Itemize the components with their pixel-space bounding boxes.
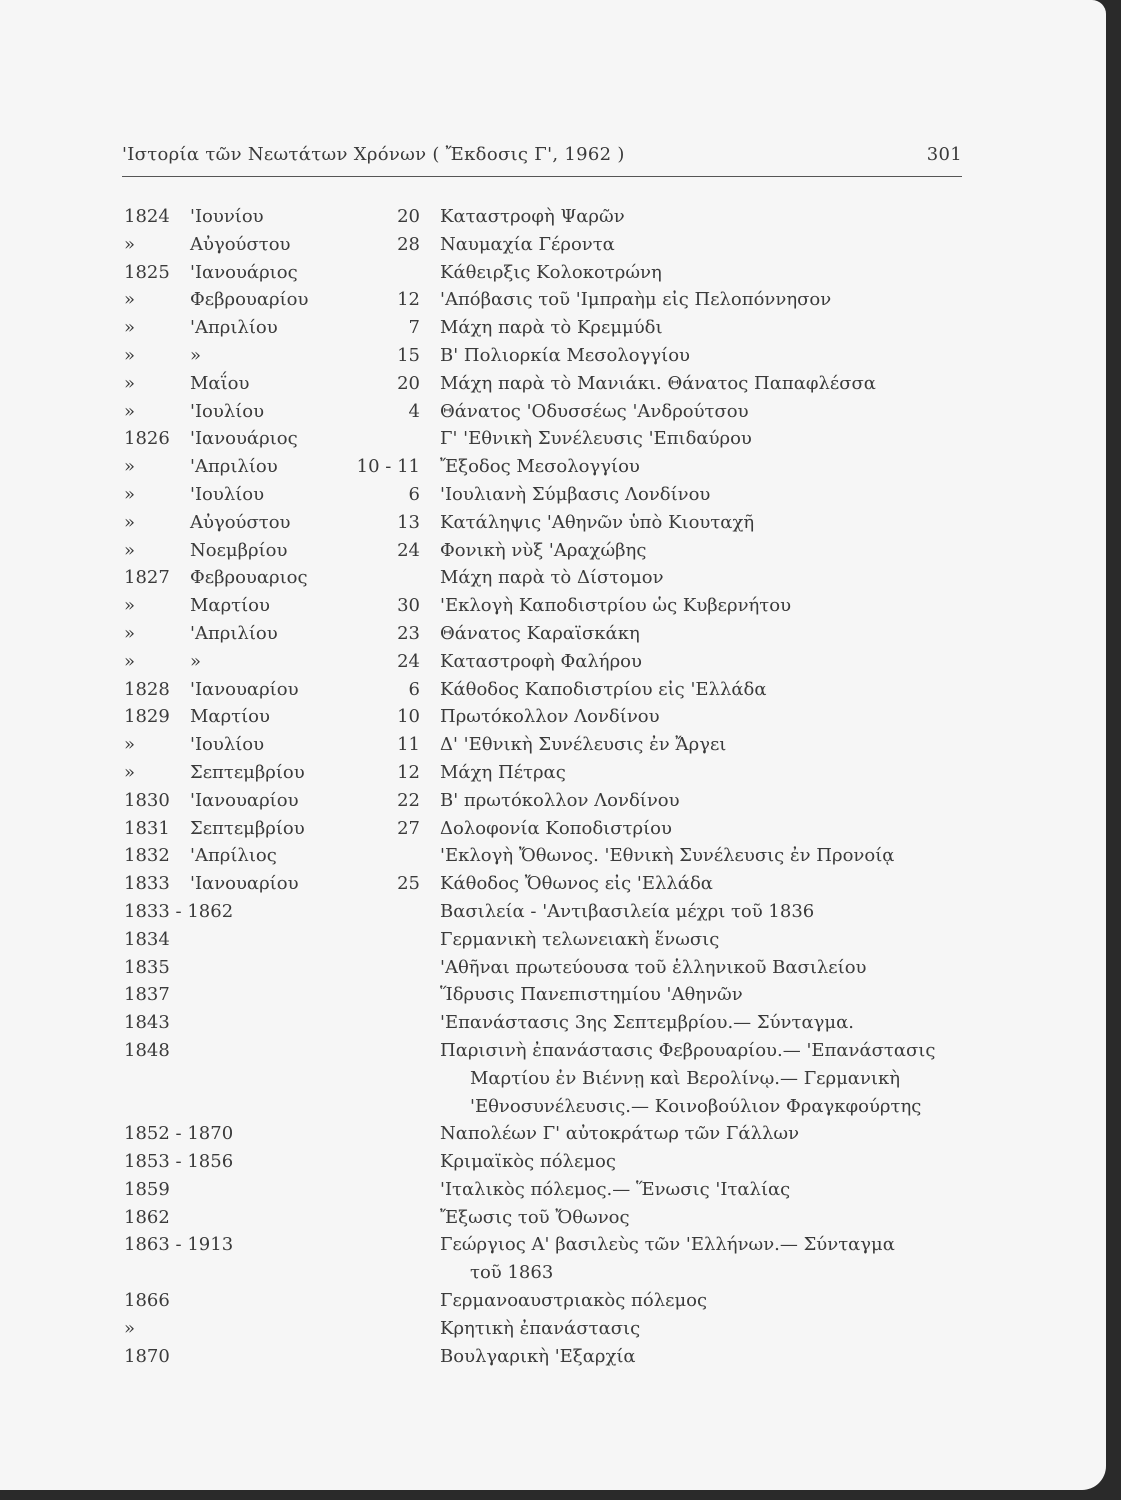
table-row: [0, 373, 1106, 401]
event-cell: Γ' 'Εθνικὴ Συνέλευσις 'Επιδαύρου: [440, 428, 752, 450]
page-number: 301: [926, 144, 962, 165]
event-cell: Βουλγαρικὴ 'Εξαρχία: [440, 1345, 636, 1367]
month-cell: 'Ιουλίου: [190, 400, 265, 422]
year-cell: 1852 - 1870: [124, 1123, 234, 1145]
month-cell: 'Απριλίου: [190, 456, 278, 478]
month-cell: 'Ιουλίου: [190, 734, 265, 756]
event-cell: Γεώργιος Α' βασιλεὺς τῶν 'Ελλήνων.— Σύνταγμα: [440, 1234, 895, 1256]
event-cell: Κατάληψις 'Αθηνῶν ὑπὸ Κιουταχῆ: [440, 511, 755, 533]
year-cell: »: [124, 289, 136, 311]
table-row: [0, 901, 1106, 929]
table-row: [0, 623, 1106, 651]
event-cell: Πρωτόκολλον Λονδίνου: [440, 706, 660, 728]
event-cell: Παρισινὴ ἐπανάστασις Φεβρουαρίου.— 'Επανάστασις: [440, 1039, 936, 1061]
table-row: [0, 1179, 1106, 1207]
day-cell: 20: [397, 206, 420, 227]
table-row: [0, 762, 1106, 790]
event-cell: Μάχη παρὰ τὸ Δίστομον: [440, 567, 664, 589]
table-row: [0, 1040, 1106, 1068]
table-row: [0, 1318, 1106, 1346]
event-cell: Δ' 'Εθνικὴ Συνέλευσις ἐν Ἄργει: [440, 734, 727, 756]
table-row: [0, 1207, 1106, 1235]
table-row: [0, 512, 1106, 540]
table-row: [0, 1151, 1106, 1179]
month-cell: Μαρτίου: [190, 595, 270, 617]
day-cell: 7: [408, 317, 420, 339]
day-cell: 13: [397, 511, 420, 533]
event-cell: Μάχη παρὰ τὸ Μανιάκι. Θάνατος Παπαφλέσσα: [440, 372, 876, 394]
table-row: [0, 317, 1106, 345]
day-cell: 11: [397, 734, 420, 756]
year-cell: 1827: [124, 567, 170, 589]
year-cell: »: [124, 761, 136, 783]
day-cell: 20: [397, 372, 420, 394]
year-cell: »: [124, 539, 136, 561]
event-cell: 'Εκλογὴ Ὄθωνος. 'Εθνικὴ Συνέλευσις ἐν Προνοίᾳ: [440, 845, 895, 867]
event-continuation: 'Εθνοσυνέλευσις.— Κοινοβούλιον Φραγκφούρτης: [470, 1095, 922, 1117]
year-cell: »: [124, 511, 136, 533]
year-cell: 1848: [124, 1039, 170, 1061]
month-cell: 'Ιανουαρίου: [190, 789, 299, 811]
event-cell: Βασιλεία - 'Αντιβασιλεία μέχρι τοῦ 1836: [440, 900, 815, 922]
month-cell: 'Ιουλίου: [190, 483, 265, 505]
year-cell: 1837: [124, 984, 170, 1006]
month-cell: 'Ιουνίου: [190, 206, 264, 227]
event-cell: Μάχη παρὰ τὸ Κρεμμύδι: [440, 317, 663, 339]
day-cell: 22: [397, 789, 420, 811]
table-row: [0, 567, 1106, 595]
month-cell: Φεβρουαριος: [190, 567, 308, 589]
event-cell: Γερμανοαυστριακὸς πόλεμος: [440, 1290, 708, 1312]
year-cell: 1863 - 1913: [124, 1234, 234, 1256]
month-cell: 'Ιανουάριος: [190, 428, 298, 450]
event-cell: Ναπολέων Γ' αὐτοκράτωρ τῶν Γάλλων: [440, 1123, 800, 1145]
month-cell: 'Ιανουαρίου: [190, 873, 299, 895]
month-cell: »: [190, 650, 202, 672]
table-row: [0, 428, 1106, 456]
table-row: [0, 1346, 1106, 1374]
event-cell: Γερμανικὴ τελωνειακὴ ἕνωσις: [440, 928, 720, 950]
table-row: [0, 873, 1106, 901]
event-cell: 'Απόβασις τοῦ 'Ιμπραὴμ εἰς Πελοπόννησον: [440, 289, 832, 311]
year-cell: 1843: [124, 1012, 170, 1034]
event-cell: 'Ιταλικὸς πόλεμος.— Ἕνωσις 'Ιταλίας: [440, 1178, 791, 1200]
table-row: [0, 595, 1106, 623]
month-cell: Αὐγούστου: [190, 511, 291, 533]
day-cell: 10 - 11: [356, 456, 420, 478]
day-cell: 24: [397, 539, 420, 561]
event-cell: Κάθειρξις Κολοκοτρώνη: [440, 261, 662, 283]
month-cell: Νοεμβρίου: [190, 539, 288, 561]
year-cell: 1835: [124, 956, 170, 978]
table-row: [0, 484, 1106, 512]
event-cell: Καταστροφὴ Ψαρῶν: [440, 206, 625, 227]
table-row: [0, 984, 1106, 1012]
year-cell: 1833 - 1862: [124, 900, 234, 922]
month-cell: Μαΐου: [190, 372, 250, 394]
event-cell: Ἔξωσις τοῦ Ὄθωνος: [440, 1206, 630, 1228]
header-rule: [122, 176, 962, 177]
day-cell: 10: [397, 706, 420, 728]
year-cell: 1870: [124, 1345, 170, 1367]
event-cell: Θάνατος Καραϊσκάκη: [440, 622, 640, 644]
year-cell: »: [124, 372, 136, 394]
table-row: [0, 818, 1106, 846]
event-cell: Β' Πολιορκία Μεσολογγίου: [440, 344, 690, 366]
table-row: [0, 1290, 1106, 1318]
year-cell: 1832: [124, 845, 170, 867]
day-cell: 4: [408, 400, 420, 422]
table-row: [0, 679, 1106, 707]
day-cell: 12: [397, 289, 420, 311]
table-row: [0, 651, 1106, 679]
day-cell: 6: [408, 678, 420, 700]
table-row: [0, 734, 1106, 762]
year-cell: »: [124, 595, 136, 617]
year-cell: 1828: [124, 678, 170, 700]
year-cell: »: [124, 622, 136, 644]
event-continuation: Μαρτίου ἐν Βιέννῃ καὶ Βερολίνῳ.— Γερμανικὴ: [470, 1067, 900, 1089]
year-cell: 1826: [124, 428, 170, 450]
year-cell: »: [124, 650, 136, 672]
event-cell: Θάνατος 'Οδυσσέως 'Ανδρούτσου: [440, 400, 749, 422]
year-cell: 1834: [124, 928, 170, 950]
year-cell: 1830: [124, 789, 170, 811]
table-row: [0, 1096, 1106, 1124]
month-cell: 'Απριλίου: [190, 622, 278, 644]
table-row: [0, 790, 1106, 818]
page-header: [122, 144, 962, 172]
event-cell: Καταστροφὴ Φαλήρου: [440, 650, 642, 672]
year-cell: 1829: [124, 706, 170, 728]
event-cell: Κάθοδος Ὄθωνος εἰς 'Ελλάδα: [440, 873, 713, 895]
day-cell: 6: [408, 483, 420, 505]
month-cell: 'Απριλίου: [190, 317, 278, 339]
table-row: [0, 845, 1106, 873]
table-row: [0, 345, 1106, 373]
day-cell: 27: [397, 817, 420, 839]
year-cell: »: [124, 400, 136, 422]
year-cell: »: [124, 456, 136, 478]
month-cell: Σεπτεμβρίου: [190, 761, 305, 783]
table-row: [0, 289, 1106, 317]
year-cell: »: [124, 734, 136, 756]
event-cell: Κρητικὴ ἐπανάστασις: [440, 1317, 641, 1339]
table-row: [0, 1068, 1106, 1096]
month-cell: Αὐγούστου: [190, 233, 291, 255]
event-cell: Κάθοδος Καποδιστρίου εἰς 'Ελλάδα: [440, 678, 767, 700]
event-cell: Β' πρωτόκολλον Λονδίνου: [440, 789, 680, 811]
table-row: [0, 1234, 1106, 1262]
event-cell: Φονικὴ νὺξ 'Αραχώβης: [440, 539, 647, 561]
table-row: [0, 262, 1106, 290]
year-cell: »: [124, 1317, 136, 1339]
day-cell: 12: [397, 761, 420, 783]
year-cell: 1853 - 1856: [124, 1151, 234, 1173]
year-cell: »: [124, 317, 136, 339]
month-cell: Σεπτεμβρίου: [190, 817, 305, 839]
table-row: [0, 1123, 1106, 1151]
year-cell: 1825: [124, 261, 170, 283]
year-cell: 1859: [124, 1178, 170, 1200]
table-row: [0, 929, 1106, 957]
event-cell: Ἵδρυσις Πανεπιστημίου 'Αθηνῶν: [440, 984, 743, 1006]
day-cell: 15: [397, 344, 420, 366]
event-cell: 'Ιουλιανὴ Σύμβασις Λονδίνου: [440, 483, 711, 505]
event-cell: Ναυμαχία Γέροντα: [440, 233, 615, 255]
event-cell: Μάχη Πέτρας: [440, 761, 566, 783]
chronology-table: [0, 206, 1106, 1373]
month-cell: Φεβρουαρίου: [190, 289, 309, 311]
month-cell: 'Απρίλιος: [190, 845, 277, 867]
table-row: [0, 206, 1106, 234]
month-cell: 'Ιανουαρίου: [190, 678, 299, 700]
event-cell: Δολοφονία Κοποδιστρίου: [440, 817, 672, 839]
event-cell: Κριμαϊκὸς πόλεμος: [440, 1151, 616, 1173]
running-title: 'Ιστορία τῶν Νεωτάτων Χρόνων ( Ἔκδοσις Γ', 1962 ): [122, 144, 625, 165]
year-cell: 1824: [124, 206, 170, 227]
table-row: [0, 401, 1106, 429]
table-row: [0, 1012, 1106, 1040]
year-cell: 1866: [124, 1290, 170, 1312]
month-cell: Μαρτίου: [190, 706, 270, 728]
day-cell: 23: [397, 622, 420, 644]
event-cell: 'Επανάστασις 3ης Σεπτεμβρίου.— Σύνταγμα.: [440, 1012, 854, 1034]
event-cell: 'Εκλογὴ Καποδιστρίου ὡς Κυβερνήτου: [440, 595, 792, 617]
day-cell: 24: [397, 650, 420, 672]
year-cell: »: [124, 233, 136, 255]
year-cell: »: [124, 483, 136, 505]
day-cell: 25: [397, 873, 420, 895]
day-cell: 28: [397, 233, 420, 255]
table-row: [0, 706, 1106, 734]
month-cell: »: [190, 344, 202, 366]
table-row: [0, 957, 1106, 985]
year-cell: »: [124, 344, 136, 366]
event-continuation: τοῦ 1863: [470, 1262, 554, 1284]
event-cell: 'Αθῆναι πρωτεύουσα τοῦ ἑλληνικοῦ Βασιλείου: [440, 956, 867, 978]
table-row: [0, 234, 1106, 262]
month-cell: 'Ιανουάριος: [190, 261, 298, 283]
table-row: [0, 540, 1106, 568]
year-cell: 1862: [124, 1206, 170, 1228]
year-cell: 1831: [124, 817, 170, 839]
event-cell: Ἔξοδος Μεσολογγίου: [440, 456, 640, 478]
year-cell: 1833: [124, 873, 170, 895]
table-row: [0, 1262, 1106, 1290]
day-cell: 30: [397, 595, 420, 617]
table-row: [0, 456, 1106, 484]
